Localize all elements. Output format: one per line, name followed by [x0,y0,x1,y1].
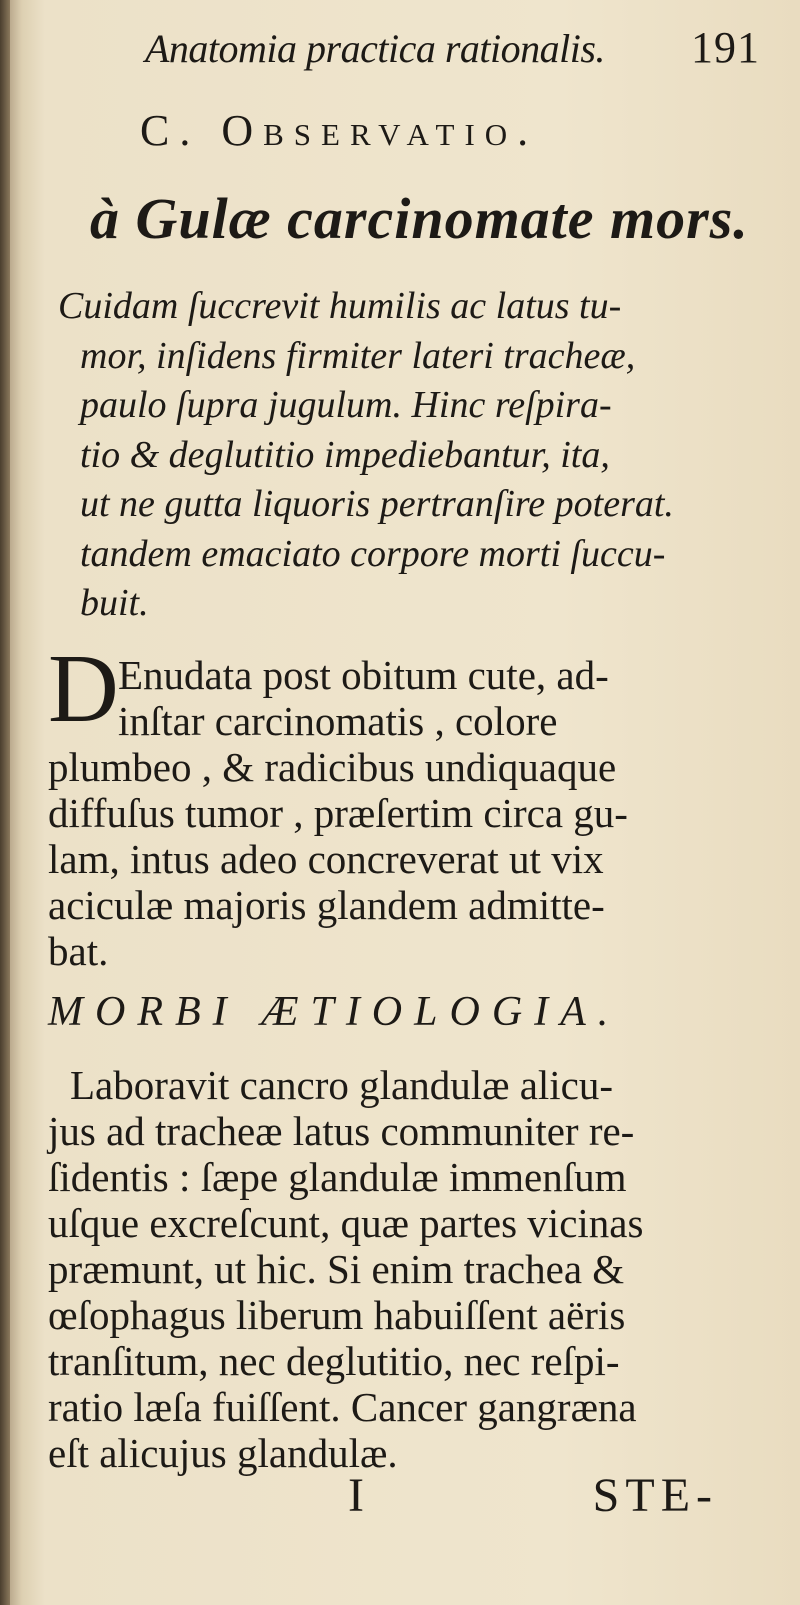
summary-line: ut ne gutta liquoris pertranſire poterat. [80,483,674,525]
paragraph-line: Laboravit cancro glandulæ alicu- [70,1062,614,1108]
observation-heading: C. Observatio. [140,106,539,155]
summary-line: tandem emaciato corpore morti ſuccu- [80,532,666,575]
signature-mark: I [348,1469,364,1522]
paragraph-line: uſque excreſcunt, quæ partes vicinas [48,1200,644,1246]
running-title: Anatomia practica rationalis. [145,26,605,71]
section-heading: MORBI ÆTIOLOGIA. [48,989,621,1035]
case-summary [58,282,698,629]
observation-subtitle: à Gulæ carcinomate mors. [90,186,749,251]
catchword: STE- [592,1469,718,1522]
paragraph-description [48,652,718,974]
paragraph-line: ſidentis : ſæpe glandulæ immenſum [48,1154,627,1200]
paragraph-line: lam, intus adeo concreverat ut vix [48,836,604,882]
summary-line: buit. [80,582,149,624]
paragraph-line: tranſitum, nec deglutitio, nec reſpi- [48,1338,620,1384]
summary-line: tio & deglutitio impediebantur, ita, [80,433,610,476]
page-header [145,22,760,73]
paragraph-line: diffuſus tumor , præſertim circa gu- [48,790,628,836]
paragraph-aetiology [48,1062,718,1476]
paragraph-line: inſtar carcinomatis , colore [118,698,558,744]
summary-line: mor, inſidens firmiter lateri tracheæ, [80,334,636,377]
paragraph-line: œſophagus liberum habuiſſent aëris [48,1292,626,1338]
page-footer [48,1468,718,1523]
summary-line: Cuidam ſuccrevit humilis ac latus tu- [58,285,622,327]
paragraph-line: Enudata post obitum cute, ad- [118,652,609,698]
paragraph-line: ratio læſa fuiſſent. Cancer gangræna [48,1384,637,1430]
paragraph-line: præmunt, ut hic. Si enim trachea & [48,1246,625,1292]
paragraph-line: plumbeo , & radicibus undiquaque [48,744,617,790]
paragraph-line: jus ad tracheæ latus communiter re- [48,1108,635,1154]
summary-line: paulo ſupra jugulum. Hinc reſpira- [80,384,612,426]
paragraph-line: bat. [48,928,109,974]
page-number: 191 [691,23,760,72]
binding-gutter [0,0,10,1605]
paragraph-line: eſt alicujus glandulæ. [48,1430,398,1476]
paragraph-line: aciculæ majoris glandem admitte- [48,882,605,928]
drop-cap: D [48,635,119,743]
